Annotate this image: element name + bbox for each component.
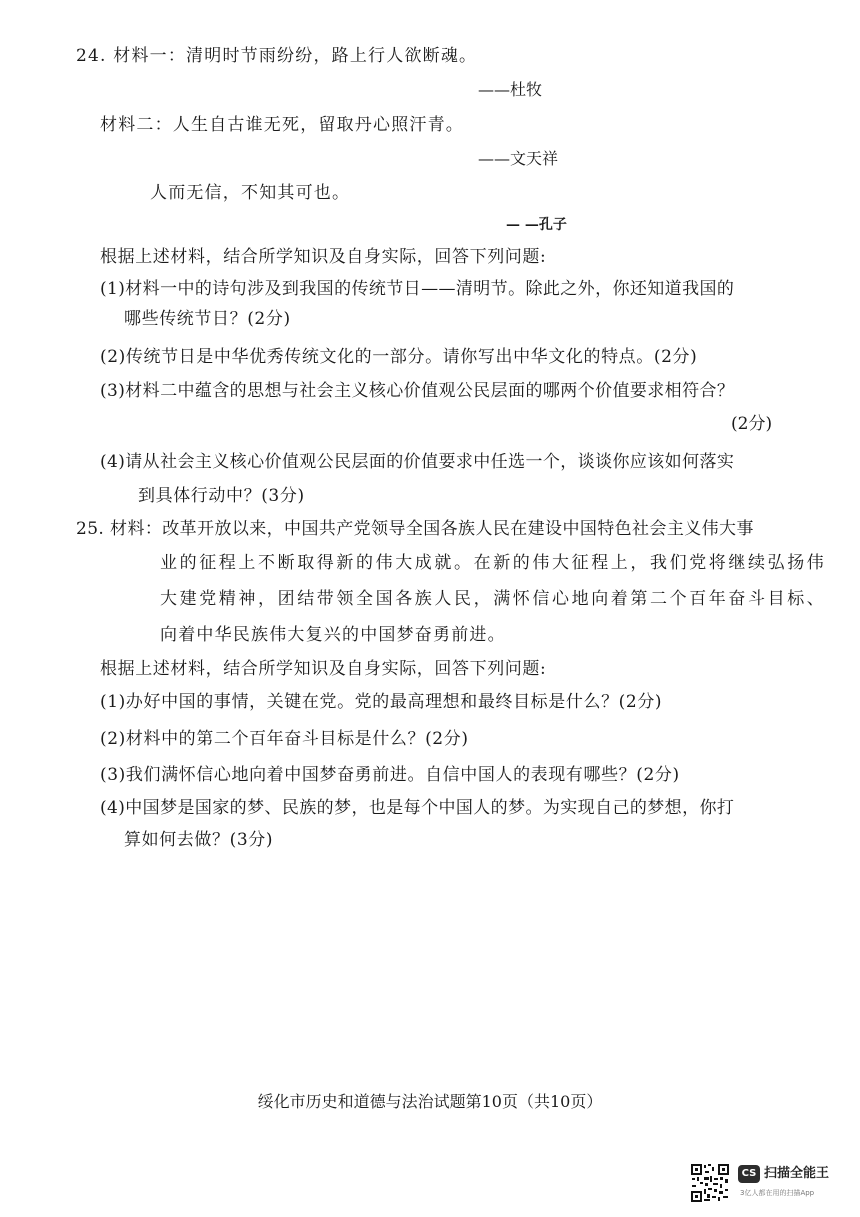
- q24-question-4-cont: 到具体行动中？(3分): [138, 486, 305, 506]
- q25-material-line-4: 向着中华民族伟大复兴的中国梦奋勇前进。: [160, 625, 506, 645]
- q24-question-3: (3)材料二中蕴含的思想与社会主义核心价值观公民层面的哪两个价值要求相符合？: [100, 381, 735, 401]
- q24-material-two-author: ——文天祥: [478, 149, 559, 168]
- q24-question-1-cont: 哪些传统节日？(2分): [124, 309, 291, 329]
- q24-material-two: 材料二：人生自古谁无死，留取丹心照汗青。: [100, 115, 464, 135]
- camscanner-name: 扫描全能王: [764, 1166, 830, 1181]
- q24-material-three: 人而无信，不知其可也。: [150, 183, 351, 203]
- q25-question-3: (3)我们满怀信心地向着中国梦奋勇前进。自信中国人的表现有哪些？(2分): [100, 765, 680, 785]
- q25-prompt: 根据上述材料，结合所学知识及自身实际，回答下列问题:: [100, 659, 547, 679]
- q25-material-line-3: 大建党精神，团结带领全国各族人民，满怀信心地向着第二个百年奋斗目标、: [160, 589, 827, 609]
- q25-question-4: (4)中国梦是国家的梦、民族的梦，也是每个中国人的梦。为实现自己的梦想，你打: [100, 798, 735, 818]
- q25-question-4-cont: 算如何去做？(3分): [124, 830, 274, 850]
- q24-question-3-score: (2分): [731, 414, 773, 434]
- camscanner-logo-icon: CS: [738, 1165, 760, 1183]
- q24-material-one: 24. 材料一：清明时节雨纷纷，路上行人欲断魂。: [76, 46, 478, 66]
- q24-question-1: (1)材料一中的诗句涉及到我国的传统节日——清明节。除此之外，你还知道我国的: [100, 279, 735, 299]
- page-footer: 绥化市历史和道德与法治试题第10页（共10页）: [257, 1092, 603, 1111]
- q25-material: 25. 材料：改革开放以来，中国共产党领导全国各族人民在建设中国特色社会主义伟大事: [76, 519, 754, 539]
- q24-material-one-author: ——杜牧: [478, 80, 543, 99]
- q24-material-three-author: — —孔子: [506, 217, 567, 233]
- q25-question-2: (2)材料中的第二个百年奋斗目标是什么？(2分): [100, 729, 469, 749]
- camscanner-tagline: 3亿人都在用的扫描App: [740, 1189, 815, 1197]
- q25-material-line-2: 业的征程上不断取得新的伟大成就。在新的伟大征程上，我们党将继续弘扬伟: [160, 553, 827, 573]
- qr-code-icon: [690, 1163, 730, 1203]
- q24-question-4: (4)请从社会主义核心价值观公民层面的价值要求中任选一个，谈谈你应该如何落实: [100, 452, 735, 472]
- q25-question-1: (1)办好中国的事情，关键在党。党的最高理想和最终目标是什么？(2分): [100, 692, 663, 712]
- q24-question-2: (2)传统节日是中华优秀传统文化的一部分。请你写出中华文化的特点。(2分): [100, 347, 698, 367]
- q24-prompt: 根据上述材料，结合所学知识及自身实际，回答下列问题:: [100, 247, 547, 267]
